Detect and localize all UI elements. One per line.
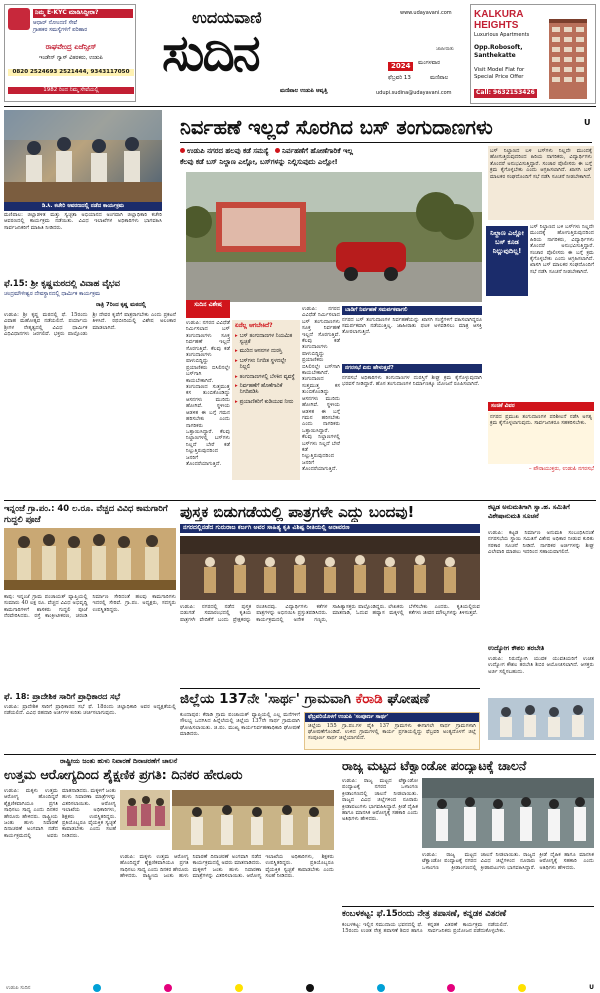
page-letter-badge: U — [584, 118, 591, 127]
ad-left-line2: ಗ್ರಾಹಕರ ಸಮಸ್ಯೆಗಳಿಗೆ ಪರಿಹಾರ — [33, 27, 88, 33]
footer-page-no: U — [589, 984, 594, 991]
lead-body-left: ಉಡುಪಿ: ನಗರದ ವಿವಿಧೆಡೆ ನಿರ್ಮಿಸಲಾದ ಬಸ್‌ ತಂಗುದಾಣಗಳು ಸೂಕ್ತ ನಿರ್ವಹಣೆ ಇಲ್ಲದೆ ಸೊರಗುತ್ತಿವೆ. ಕೆಲವು ಕಡೆ ತಂಗುದಾಣಗಳು ಪಾಳುಬಿದ್ದಿದ್ದು ಪ್ರಯಾಣಿಕರು ಬಿಸಿಲಿನಲ್ಲೇ ಬಸ್‌ಗಾಗಿ ಕಾಯಬೇಕಾಗಿದೆ. ತಂಗುದಾಣದ ಸುತ್ತಮುತ್ತ ಕಸ ತುಂಬಿಕೊಂಡಿದ್ದು ಆಸನಗಳು ಮುರಿದು ಹೋಗಿವೆ. ಸ್ಥಳೀಯ ಆಡಳಿತ ಈ ಬಗ್ಗೆ ಗಮನ ಹರಿಸಬೇಕು ಎಂದು ನಾಗರಿಕರು ಒತ್ತಾಯಿಸಿದ್ದಾರೆ. ಕೆಲವು ನಿಲ್ದಾಣಗಳಲ್ಲಿ ಬಸ್‌ಗಳು ನಿಲ್ಲದೆ ಬೇರೆ ಕಡೆ ನಿಲ್ಲುತ್ತಿರುವುದರಿಂದ ಜನರಿಗೆ ತೊಂದರೆಯಾಗುತ್ತಿದೆ. — [186, 320, 230, 467]
sidebox-bullet-icon: ▸ — [235, 382, 238, 389]
lead-right-body-2: ಬಸ್‌ ನಿಲ್ದಾಣದ ಬಳಿ ಬಸ್‌ಗಳು ನಿಲ್ಲದೇ ಮುಂದಕ್ಕೆ ಹೋಗುತ್ತಿರುವುದರಿಂದ ಹಿರಿಯ ನಾಗರಿಕರು, ವಿದ್ಯಾರ್ಥಿಗಳು ತೊಂದರೆ ಅನುಭವಿಸುತ್ತಿದ್ದಾರೆ. ಸಂಚಾರ ಪೊಲೀಸರು ಈ ಬಗ್ಗೆ ಕ್ರಮ ಕೈಗೊಳ್ಳಬೇಕು ಎಂದು ಆಗ್ರಹಿಸಲಾಗಿದೆ. ಖಾಸಗಿ ಬಸ್‌ ಮಾಲಕರ ಸಂಘದೊಂದಿಗೆ ಸಭೆ ನಡೆಸಿ ಸೂಚನೆ ನೀಡಬೇಕಾಗಿದೆ. — [530, 224, 594, 275]
right-item2-body: ಉಡುಪಿ: ನಿರುದ್ಯೋಗಿ ಯುವಕ ಯುವತಿಯರಿಗೆ ಉಚಿತ ಉದ್ಯೋಗ ಕೌಶಲ ತರಬೇತಿ ಶಿಬಿರ ಆಯೋಜಿಸಲಾಗಿದೆ. ಆಸಕ್ತರು ಅರ್ಜಿ ಸಲ್ಲಿಸಬಹುದು. — [488, 656, 594, 675]
bottom-left-body-2: ಉಡುಪಿ: ಮಕ್ಕಳು ಉತ್ತಮ ಆರೋಗ್ಯ ಹೊಂದಿದ್ದರೆ ಶೈಕ್ಷಣಿಕವಾಗಿಯೂ ಪ್ರಗತಿ ಸಾಧಿಸಲು ಸಾಧ್ಯ ಎಂದು ದಿನಕರ ಹೇರೂರು ಹೇಳಿದರು. ರಾಷ್ಟ್ರೀಯ ಜಂತು ಹುಳು ನಿವಾರಣೆ ದಿನಾಚರಣೆ ಅಂಗವಾಗಿ ನಡೆದ ಕಾರ್ಯಕ್ರಮದಲ್ಲಿ ಅವರು ಮಾತನಾಡಿದರು. ಮಕ್ಕಳಿಗೆ ಜಂತು ಹುಳು ನಿವಾರಣಾ ಮಾತ್ರೆಗಳನ್ನು ವಿತರಿಸಲಾಯಿತು. ಆರೋಗ್ಯ ಇಲಾಖೆಯ ಅಧಿಕಾರಿಗಳು, ಶಿಕ್ಷಕರು ಉಪಸ್ಥಿತರಿದ್ದರು. ಪ್ರತಿಯೊಬ್ಬರೂ ವೈಯಕ್ತಿಕ ಸ್ವಚ್ಛತೆ ಕಾಪಾಡಬೇಕು ಎಂದು ಸಲಹೆ ನೀಡಿದರು. — [120, 854, 334, 880]
reg-mark-5 — [377, 984, 385, 992]
village-headline-a: ಜಿಲ್ಲೆಯ 137ನೇ 'ಸಾರ್ಥ' ಗ್ರಾಮವಾಗಿ — [180, 691, 351, 707]
masthead-issue: ಮಣಿಪಾಲ — [430, 75, 449, 81]
mid-center-deck: ನಗರದಲ್ಲಿನಡೆದ ಗುರುರಾಜ ಕರ್ಜಗಿ ಅವರ ಸಾಹಿತ್ಯ ಕೃತಿ ವಿಶಿಷ್ಟ ರೀತಿಯಲ್ಲಿ ಅನಾವರಣ — [180, 524, 480, 533]
mid-left-photo — [4, 528, 176, 590]
sidebox-bullet-icon: ▸ — [235, 373, 238, 380]
lead-box-body: ನಗರದ ಬಸ್‌ ತಂಗುದಾಣಗಳ ನಿರ್ವಹಣೆಯನ್ನು ಖಾಸಗಿ ಸಂಸ್ಥೆಗಳಿಗೆ ವಹಿಸಲಾಗಿದ್ದರೂ ಸಮರ್ಪಕವಾಗಿ ನಡೆಯುತ್ತಿಲ್ಲ. ಜಾಹೀರಾತು ಫಲಕ ಅಳವಡಿಸಲು ಮಾತ್ರ ಆಸಕ್ತಿ ತೋರಲಾಗುತ್ತಿದೆ. — [342, 316, 482, 336]
masthead-year: 2024 — [388, 62, 413, 71]
village-rule — [180, 688, 480, 689]
mid-left-headline: ಇನ್ನಂಜೆ ಗ್ರಾ.ಪಂ.: 40 ಲ.ರೂ. ವೆಚ್ಚದ ವಿವಿಧ ಕಾಮಗಾರಿಗೆ ಗುದ್ದಲಿ ಪೂಜೆ — [4, 503, 168, 524]
lead-rule — [180, 142, 592, 143]
masthead — [140, 2, 468, 102]
deck-bullet-2 — [275, 148, 280, 153]
reg-mark-3 — [235, 984, 243, 992]
bottom-right-body: ಉಡುಪಿ: ರಾಜ್ಯ ಮಟ್ಟದ ಟೆಕ್ವಾಂಡೋ ಪಂದ್ಯಾಟಕ್ಕೆ ನಗರದ ಒಳಾಂಗಣ ಕ್ರೀಡಾಂಗಣದಲ್ಲಿ ಚಾಲನೆ ನೀಡಲಾಯಿತು. ರಾಜ್ಯದ ವಿವಿಧ ಜಿಲ್ಲೆಗಳಿಂದ ನೂರಾರು ಕ್ರೀಡಾಪಟುಗಳು ಭಾಗವಹಿಸಿದ್ದಾರೆ. ಕ್ರೀಡೆ ದೈಹಿಕ ಹಾಗೂ ಮಾನಸಿಕ ಆರೋಗ್ಯಕ್ಕೆ ಸಹಕಾರಿ ಎಂದು ಅತಿಥಿಗಳು ಹೇಳಿದರು. — [342, 778, 418, 823]
sidebox-bullet-icon: ▸ — [235, 357, 238, 364]
bottom-left-body: ಉಡುಪಿ: ಮಕ್ಕಳು ಉತ್ತಮ ಆರೋಗ್ಯ ಹೊಂದಿದ್ದರೆ ಶೈಕ್ಷಣಿಕವಾಗಿಯೂ ಪ್ರಗತಿ ಸಾಧಿಸಲು ಸಾಧ್ಯ ಎಂದು ದಿನಕರ ಹೇರೂರು ಹೇಳಿದರು. ರಾಷ್ಟ್ರೀಯ ಜಂತು ಹುಳು ನಿವಾರಣೆ ದಿನಾಚರಣೆ ಅಂಗವಾಗಿ ನಡೆದ ಕಾರ್ಯಕ್ರಮದಲ್ಲಿ ಅವರು ಮಾತನಾಡಿದರು. ಮಕ್ಕಳಿಗೆ ಜಂತು ಹುಳು ನಿವಾರಣಾ ಮಾತ್ರೆಗಳನ್ನು ವಿತರಿಸಲಾಯಿತು. ಆರೋಗ್ಯ ಇಲಾಖೆಯ ಅಧಿಕಾರಿಗಳು, ಶಿಕ್ಷಕರು ಉಪಸ್ಥಿತರಿದ್ದರು. ಪ್ರತಿಯೊಬ್ಬರೂ ವೈಯಕ್ತಿಕ ಸ್ವಚ್ಛತೆ ಕಾಪಾಡಬೇಕು ಎಂದು ಸಲಹೆ ನೀಡಿದರು. — [4, 788, 116, 839]
ad-left-line1: ಆಧಾರ್ ನೋಂದಣಿ ಸೇವೆ — [33, 20, 78, 26]
bottom-left-photo2 — [172, 790, 334, 850]
ad-left-since: 1982 ರಿಂದ ನಿಮ್ಮ ಸೇವೆಯಲ್ಲಿ — [8, 87, 134, 94]
village-headline-c: ಘೋಷಣೆ — [387, 691, 430, 707]
sidebox-item — [235, 348, 297, 354]
right-item2-title: ಉದ್ಯೋಗ ಕೌಶಲ ತರಬೇತಿ — [488, 644, 545, 652]
mid-rule — [4, 500, 596, 501]
lead-quote-body: ನಗರದ ಪ್ರಮುಖ ತಂಗುದಾಣಗಳ ಪರಿಶೀಲನೆ ನಡೆಸಿ ಅಗತ್ಯ ಕ್ರಮ ಕೈಗೊಳ್ಳಲಾಗುವುದು. ಸಾರ್ವಜನಿಕರೂ ಸಹಕರಿಸಬೇಕು. — [488, 412, 594, 464]
sidebox-item — [235, 399, 297, 405]
lead-sidebox — [232, 320, 300, 480]
lead-box — [342, 306, 482, 362]
lead-deck — [180, 147, 480, 156]
sidebox-bullet-icon: ▸ — [235, 332, 238, 339]
lead-box-title: ಬಾಡಿಗೆ ನಿರ್ವಹಣೆ ಸಮರ್ಪಕವಾಗಲಿ — [342, 306, 482, 315]
masthead-tagline: ಮಣಿಪಾಲ ಉಡುಪಿ ಆವೃತ್ತಿ — [280, 88, 328, 94]
ad-left-title: ನಿಮ್ಮ E-KYC ಮಾಡಿಸಿದ್ದೀರಾ? — [33, 9, 133, 18]
lead-pullquote: ನಿಲ್ದಾಣ ಎಲ್ಲೋ ಬಸ್‌ ಕೂಡ ನಿಲ್ಲುವುದಿಲ್ಲ! — [486, 226, 528, 296]
masthead-title: ಸುದಿನ — [162, 24, 259, 82]
masthead-email[interactable]: udupi.sudina@udayavani.com — [376, 90, 452, 96]
sidebox-item — [235, 333, 297, 346]
building-image — [543, 13, 593, 99]
reg-mark-7 — [518, 984, 526, 992]
lead-deck-3: ಕೆಲವು ಕಡೆ ಬಸ್‌ ನಿಲ್ದಾಣ ಎಲ್ಲೋ, ಬಸ್‌ಗಳನ್ನು ನಿಲ್ಲಿಸುವುದು ಎಲ್ಲೋ! — [180, 158, 338, 166]
reg-mark-4 — [306, 984, 314, 992]
sidebox-list — [235, 333, 297, 406]
sidebox-item-text: ಬಸ್‌ ತಂಗುದಾಣಗಳ ನಿಯಮಿತ ಸ್ವಚ್ಛತೆ — [239, 332, 293, 345]
bottom-left-kicker: ರಾಷ್ಟ್ರೀಯ ಜಂತು ಹುಳು ನಿವಾರಣೆ ದಿನಾಚರಣೆಗೆ ಚಾಲನೆ — [60, 757, 178, 765]
masthead-date: ಫೆಬ್ರವರಿ 13 — [388, 75, 411, 81]
mid-center-photo — [180, 536, 480, 600]
lead-label: ಸುದಿನ ವಿಶೇಷ — [186, 300, 230, 318]
left-photo — [4, 110, 162, 202]
footer-bar — [0, 982, 600, 993]
masthead-paper: ಉದಯವಾಣಿ — [192, 8, 262, 27]
sidebox-item-text: ಪ್ರಯಾಣಿಕರಿಗೆ ಕುಡಿಯುವ ನೀರು — [239, 398, 294, 405]
mid-left-story2-title: ಫೆ. 18: ಪ್ರಾದೇಶಿಕ ಸಾರಿಗೆ ಪ್ರಾಧಿಕಾರದ ಸಭೆ — [4, 692, 121, 701]
sidebox-item-text: ಮುರಿದ ಆಸನಗಳ ದುರಸ್ತಿ — [239, 348, 283, 355]
bottom-left-headline: ಉತ್ತಮ ಆರೋಗ್ಯದಿಂದ ಶೈಕ್ಷಣಿಕ ಪ್ರಗತಿ: ದಿನಕರ ಹೇರೂರು — [4, 768, 243, 783]
sidebox-item — [235, 358, 297, 371]
sidebox-item-text: ತಂಗುದಾಣಗಳಲ್ಲಿ ಬೆಳಕಿನ ವ್ಯವಸ್ಥೆ — [239, 373, 295, 380]
ad-right-cta1: Visit Model Flat for — [474, 67, 525, 73]
sidebox-item — [235, 374, 297, 380]
bottom-rule — [4, 754, 596, 755]
bottom-right-sub-headline: ಕಂಬಳಕಟ್ಟ: ಫೆ.15ರಂದು ನೇತ್ರ ತಪಾಸಣೆ, ಕನ್ನಡಕ ವಿತರಣೆ — [342, 909, 507, 919]
ad-right-brand: KALKURA — [474, 9, 524, 20]
left-story2-body: ಉಡುಪಿ: ಶ್ರೀ ಕೃಷ್ಣ ಮಠದಲ್ಲಿ ಫೆ. 15ರಂದು ವಿವಾಹ ಮಹೋತ್ಸವ ನಡೆಯಲಿದೆ. ಪರ್ಯಾಯ ಶ್ರೀಗಳ ನೇತೃತ್ವದಲ್ಲಿ ವಿವಿಧ ಧಾರ್ಮಿಕ ವಿಧಿವಿಧಾನಗಳು ಜರಗಲಿವೆ. ಭಕ್ತರು ಪಾಲ್ಗೊಂಡು ಶ್ರೀ ದೇವರ ಕೃಪೆಗೆ ಪಾತ್ರರಾಗಬೇಕು ಎಂದು ಪ್ರಕಟನೆ ತಿಳಿಸಿದೆ. ರಥಬೀದಿಯಲ್ಲಿ ವಿಶೇಷ ಅಲಂಕಾರ ಮಾಡಲಾಗಿದೆ. — [4, 312, 176, 338]
lead-right-body: ಬಸ್‌ ನಿಲ್ದಾಣದ ಬಳಿ ಬಸ್‌ಗಳು ನಿಲ್ಲದೇ ಮುಂದಕ್ಕೆ ಹೋಗುತ್ತಿರುವುದರಿಂದ ಹಿರಿಯ ನಾಗರಿಕರು, ವಿದ್ಯಾರ್ಥಿಗಳು ತೊಂದರೆ ಅನುಭವಿಸುತ್ತಿದ್ದಾರೆ. ಸಂಚಾರ ಪೊಲೀಸರು ಈ ಬಗ್ಗೆ ಕ್ರಮ ಕೈಗೊಳ್ಳಬೇಕು ಎಂದು ಆಗ್ರಹಿಸಲಾಗಿದೆ. ಖಾಸಗಿ ಬಸ್‌ ಮಾಲಕರ ಸಂಘದೊಂದಿಗೆ ಸಭೆ ನಡೆಸಿ ಸೂಚನೆ ನೀಡಬೇಕಾಗಿದೆ. — [488, 146, 594, 220]
bottom-right-sub-body: ಕಂಬಳಕಟ್ಟ: ಇಲ್ಲಿನ ಸಮುದಾಯ ಭವನದಲ್ಲಿ ಫೆ. 15ರಂದು ಉಚಿತ ನೇತ್ರ ತಪಾಸಣೆ ಶಿಬಿರ ಹಾಗೂ ಕನ್ನಡಕ ವಿತರಣೆ ಕಾರ್ಯಕ್ರಮ ನಡೆಯಲಿದೆ. ಸಾರ್ವಜನಿಕರು ಪ್ರಯೋಜನ ಪಡೆದುಕೊಳ್ಳಬೇಕು. — [342, 922, 509, 935]
ad-right[interactable] — [470, 4, 596, 104]
lead-photo — [186, 172, 482, 302]
lead-deck-1: ಉಡುಪಿ ನಗರದ ಹಲವು ಕಡೆ ಸಮಸ್ಯೆ — [187, 147, 269, 155]
lead-author-note: ಸಂಚಿಕೆ ವಿವರ — [488, 402, 594, 411]
right-item1-title: ಕಟ್ಟಡ ಅನುಮತಿಗಾಗಿ ಸ್ವಾ.ಹ. ಸಮಿತಿಗೆ ವಿಶೇಷಾನುಮತಿ ಸೂಚನೆ — [488, 503, 570, 520]
right-item2-photo — [488, 698, 594, 740]
village-box-title: ಫೆಬ್ರವರಿಯೊಳಗೆ ಉಡುಪಿ 'ಸಂಪೂರ್ಣ ಸಾರ್ಥ' — [305, 713, 479, 722]
footer-edition: ಉಡುಪಿ ಸುದಿನ — [6, 984, 31, 991]
mid-center-body: ಉಡುಪಿ: ನಗರದಲ್ಲಿ ನಡೆದ ಪುಸ್ತಕ ಬಿಡುಗಡೆ ಸಮಾರಂಭದಲ್ಲಿ ಕೃತಿಯ ಪಾತ್ರಗಳೇ ವೇದಿಕೆಗೆ ಬಂದು ಪ್ರೇಕ್ಷಕರನ್ನು ರಂಜಿಸಿದವು. ವಿದ್ಯಾರ್ಥಿಗಳು ಕತೆಗಳ ಪಾತ್ರಗಳನ್ನು ಅಭಿನಯಿಸಿ ಪ್ರಸ್ತುತಪಡಿಸಿದರು. ಕಾರ್ಯಕ್ರಮದಲ್ಲಿ ಅನೇಕ ಗಣ್ಯರು, ಸಾಹಿತ್ಯಾಸಕ್ತರು ಪಾಲ್ಗೊಂಡಿದ್ದರು. ಲೇಖಕರು ಮಾತನಾಡಿ, ಓದುವ ಹವ್ಯಾಸ ಮಕ್ಕಳಲ್ಲಿ ಬೆಳೆಸಬೇಕು ಎಂದರು. ಕೃತಿಯಲ್ಲಿರುವ ಕತೆಗಳು ಜೀವನ ಮೌಲ್ಯಗಳನ್ನು ತಿಳಿಸುತ್ತವೆ. — [180, 604, 480, 623]
bottom-right-body-2: ಉಡುಪಿ: ರಾಜ್ಯ ಮಟ್ಟದ ಟೆಕ್ವಾಂಡೋ ಪಂದ್ಯಾಟಕ್ಕೆ ನಗರದ ಒಳಾಂಗಣ ಕ್ರೀಡಾಂಗಣದಲ್ಲಿ ಚಾಲನೆ ನೀಡಲಾಯಿತು. ರಾಜ್ಯದ ವಿವಿಧ ಜಿಲ್ಲೆಗಳಿಂದ ನೂರಾರು ಕ್ರೀಡಾಪಟುಗಳು ಭಾಗವಹಿಸಿದ್ದಾರೆ. ಕ್ರೀಡೆ ದೈಹಿಕ ಹಾಗೂ ಮಾನಸಿಕ ಆರೋಗ್ಯಕ್ಕೆ ಸಹಕಾರಿ ಎಂದು ಅತಿಥಿಗಳು ಹೇಳಿದರು. — [422, 852, 594, 871]
village-headline-b: ಕೆರಾಡಿ — [355, 691, 383, 707]
ad-left[interactable] — [4, 4, 136, 102]
lead-deck-2: ನಿರ್ವಹಣೆಗೆ ಹೋಣೆಗಾರಿಕೆ ಇಲ್ಲ — [282, 147, 353, 155]
left-intro: ಮಣಿಪಾಲ: ಜಿಲ್ಲಾಡಳಿತ ಮತ್ತು ಸ್ವಚ್ಛತಾ ಅಭಿಯಾನದ ಅಂಗವಾಗಿ ಜಿಲ್ಲಾಧಿಕಾರಿ ಕಚೇರಿ ಆವರಣದಲ್ಲಿ ಕಾರ್ಯಕ್ರಮ ನಡೆಯಿತು. ವಿವಿಧ ಇಲಾಖೆಗಳ ಅಧಿಕಾರಿಗಳು ಭಾಗವಹಿಸಿ ಸಾರ್ವಜನಿಕರಿಗೆ ಮಾಹಿತಿ ನೀಡಿದರು. — [4, 212, 162, 231]
ad-right-loc1: Opp.Robosoft, — [474, 44, 523, 51]
left-story2-inner: ರಾತ್ರಿ 7ರಿಂದ ಕೃಷ್ಣ ಮಠದಲ್ಲಿ — [96, 302, 146, 308]
village-box — [304, 712, 480, 750]
lead-box2 — [342, 364, 482, 482]
lead-headline: ನಿರ್ವಹಣೆ ಇಲ್ಲದೆ ಸೊರಗಿದ ಬಸ್‌ ತಂಗುದಾಣಗಳು — [180, 116, 493, 139]
lead-box2-title: ನಗರಸಭೆ ಏನು ಹೇಳುತ್ತದೆ? — [342, 364, 482, 373]
lead-quote-by: – ಪೌರಾಯುಕ್ತರು, ಉಡುಪಿ ನಗರಸಭೆ — [528, 466, 594, 472]
sidebox-bullet-icon: ▸ — [235, 398, 238, 405]
ad-right-brand2: HEIGHTS — [474, 20, 519, 31]
mid-left-body: ಕಾಪು: ಇನ್ನಂಜೆ ಗ್ರಾಮ ಪಂಚಾಯತ್‌ ವ್ಯಾಪ್ತಿಯಲ್ಲಿ ಸುಮಾರು 40 ಲಕ್ಷ ರೂ. ವೆಚ್ಚದ ವಿವಿಧ ಅಭಿವೃದ್ಧಿ ಕಾಮಗಾರಿಗಳಿಗೆ ಶಾಸಕರು ಗುದ್ದಲಿ ಪೂಜೆ ನೆರವೇರಿಸಿದರು. ರಸ್ತೆ ಕಾಂಕ್ರೀಟೀಕರಣ, ಚರಂಡಿ ನಿರ್ಮಾಣ ಸೇರಿದಂತೆ ಹಲವು ಕಾಮಗಾರಿಗಳು ಇದರಲ್ಲಿ ಸೇರಿವೆ. ಗ್ರಾ.ಪಂ. ಅಧ್ಯಕ್ಷರು, ಸದಸ್ಯರು ಉಪಸ್ಥಿತರಿದ್ದರು. — [4, 594, 176, 620]
bottom-right-photo — [422, 778, 594, 848]
left-photo-caption: ಡಿ.ಸಿ. ಕಚೇರಿ ಆವರಣದಲ್ಲಿ ನಡೆದ ಕಾರ್ಯಕ್ರಮ — [4, 202, 162, 211]
village-headline — [180, 690, 480, 708]
ad-right-cta2: Special Price Offer — [474, 74, 524, 80]
top-rule — [4, 106, 596, 107]
masthead-day: ಮಂಗಳವಾರ — [418, 60, 441, 66]
ad-left-addr: ಇಂಡೇನ್ ಗ್ಯಾಸ್ ವಿತರಕರು, ಉಡುಪಿ — [39, 55, 103, 61]
sidebox-item-text: ಬಸ್‌ಗಳು ನಿಗದಿತ ಸ್ಥಳದಲ್ಲೇ ನಿಲ್ಲಲಿ — [239, 357, 287, 371]
deck-bullet-1 — [180, 148, 185, 153]
ad-left-name: ರಾಘವೇಂದ್ರ ಏಜೆನ್ಸೀಸ್ — [45, 43, 97, 51]
mid-left-story2-body: ಉಡುಪಿ: ಪ್ರಾದೇಶಿಕ ಸಾರಿಗೆ ಪ್ರಾಧಿಕಾರದ ಸಭೆ ಫೆ. 18ರಂದು ಜಿಲ್ಲಾಧಿಕಾರಿ ಅವರ ಅಧ್ಯಕ್ಷತೆಯಲ್ಲಿ ನಡೆಯಲಿದೆ. ವಿವಿಧ ರಹದಾರಿ ಅರ್ಜಿಗಳ ಕುರಿತು ಚರ್ಚಿಸಲಾಗುವುದು. — [4, 704, 176, 717]
masthead-ad-badge: ಜಾಹೀರಾತು — [436, 47, 454, 52]
mid-center-headline: ಪುಸ್ತಕ ಬಿಡುಗಡೆಯಲ್ಲಿ ಪಾತ್ರಗಳೇ ಎದ್ದು ಬಂದವು! — [180, 503, 415, 521]
masthead-website[interactable]: www.udayavani.com — [400, 10, 452, 16]
lead-box2-body: ನಗರಸಭೆ ಅಧಿಕಾರಿಗಳು ತಂಗುದಾಣಗಳ ದುರಸ್ತಿಗೆ ಶೀಘ್ರ ಕ್ರಮ ಕೈಗೊಳ್ಳುವುದಾಗಿ ಭರವಸೆ ನೀಡಿದ್ದಾರೆ. ಹೊಸ ತಂಗುದಾಣಗಳ ನಿರ್ಮಾಣಕ್ಕೂ ಯೋಜನೆ ರೂಪಿಸಲಾಗಿದೆ. — [342, 374, 482, 387]
ad-left-logo — [8, 8, 30, 30]
sidebox-bullet-icon: ▸ — [235, 348, 238, 355]
left-story2-title: ಫೆ.15: ಶ್ರೀ ಕೃಷ್ಣಮಠದಲ್ಲಿ ವಿವಾಹ ವೈಭವ — [4, 278, 120, 288]
sidebox-item — [235, 383, 297, 396]
reg-mark-1 — [93, 984, 101, 992]
bottom-left-photo1 — [120, 790, 170, 830]
left-story2-sub: ಚಂದ್ರಮೌಳೀಶ್ವರ ದೇವಸ್ಥಾನದಲ್ಲಿ ಧಾರ್ಮಿಕ ಕಾರ್ಯಕ್ರಮ — [4, 291, 101, 297]
ad-right-sub: Luxurious Apartments — [474, 32, 530, 38]
sidebox-title: ಏನೆಲ್ಲ ಆಗಬೇಕಿದೆ? — [235, 322, 273, 329]
reg-mark-6 — [447, 984, 455, 992]
bottom-right-headline: ರಾಜ್ಯ ಮಟ್ಟದ ಟೆಕ್ವಾಂಡೋ ಪಂದ್ಯಾಟಕ್ಕೆ ಚಾಲನೆ — [342, 758, 527, 773]
ad-right-phone: Call: 9632153426 — [476, 89, 535, 96]
village-box-body: ಜಿಲ್ಲೆಯ 155 ಗ್ರಾ.ಪಂ.ಗಳ ಪೈಕಿ 137 ಗ್ರಾಮಗಳು ಈಗಾಗಲೇ ಸಾರ್ಥ ಗ್ರಾಮಗಳಾಗಿ ಘೋಷಣೆಗೊಂಡಿವೆ. ಉಳಿದ ಗ್ರಾಮಗಳಲ್ಲಿ ಕಾರ್ಯ ಪ್ರಗತಿಯಲ್ಲಿದ್ದು ಫೆಬ್ರವರಿ ಅಂತ್ಯದೊಳಗೆ ಜಿಲ್ಲೆ ಸಂಪೂರ್ಣ ಸಾರ್ಥ ಜಿಲ್ಲೆಯಾಗಲಿದೆ. — [308, 722, 476, 742]
ad-left-phone: 0820 2524693 2521444, 9343117050 — [8, 69, 134, 76]
lead-body: ಉಡುಪಿ: ನಗರದ ವಿವಿಧೆಡೆ ನಿರ್ಮಿಸಲಾದ ಬಸ್‌ ತಂಗುದಾಣಗಳು ಸೂಕ್ತ ನಿರ್ವಹಣೆ ಇಲ್ಲದೆ ಸೊರಗುತ್ತಿವೆ. ಕೆಲವು ಕಡೆ ತಂಗುದಾಣಗಳು ಪಾಳುಬಿದ್ದಿದ್ದು ಪ್ರಯಾಣಿಕರು ಬಿಸಿಲಿನಲ್ಲೇ ಬಸ್‌ಗಾಗಿ ಕಾಯಬೇಕಾಗಿದೆ. ತಂಗುದಾಣದ ಸುತ್ತಮುತ್ತ ಕಸ ತುಂಬಿಕೊಂಡಿದ್ದು ಆಸನಗಳು ಮುರಿದು ಹೋಗಿವೆ. ಸ್ಥಳೀಯ ಆಡಳಿತ ಈ ಬಗ್ಗೆ ಗಮನ ಹರಿಸಬೇಕು ಎಂದು ನಾಗರಿಕರು ಒತ್ತಾಯಿಸಿದ್ದಾರೆ. ಕೆಲವು ನಿಲ್ದಾಣಗಳಲ್ಲಿ ಬಸ್‌ಗಳು ನಿಲ್ಲದೆ ಬೇರೆ ಕಡೆ ನಿಲ್ಲುತ್ತಿರುವುದರಿಂದ ಜನರಿಗೆ ತೊಂದರೆಯಾಗುತ್ತಿದೆ. — [302, 306, 340, 473]
ad-right-loc2: Santhekatte — [474, 52, 516, 59]
bottom-right-rule — [342, 906, 594, 907]
reg-mark-2 — [164, 984, 172, 992]
village-body: ಕುಂದಾಪುರ: ಕೆರಾಡಿ ಗ್ರಾಮ ಪಂಚಾಯತ್‌ ವ್ಯಾಪ್ತಿಯಲ್ಲಿ ಎಲ್ಲ ಮನೆಗಳಿಗೆ ಸೌಲಭ್ಯ ಒದಗಿಸಿದ ಹಿನ್ನೆಲೆಯಲ್ಲಿ ಜಿಲ್ಲೆಯ 137ನೇ ಸಾರ್ಥ ಗ್ರಾಮವಾಗಿ ಘೋಷಿಸಲಾಯಿತು. ಜಿ.ಪಂ. ಮುಖ್ಯ ಕಾರ್ಯನಿರ್ವಹಣಾಧಿಕಾರಿ ಘೋಷಣೆ ಮಾಡಿದರು. — [180, 712, 300, 738]
sidebox-item-text: ನಿರ್ವಹಣೆಗೆ ಹೊಣೆಗಾರಿಕೆ ನಿಗದಿಪಡಿಸಿ — [239, 382, 283, 396]
right-item1-body: ಉಡುಪಿ: ಕಟ್ಟಡ ನಿರ್ಮಾಣ ಅನುಮತಿ ಸಂಬಂಧಿಸಿದಂತೆ ನಗರಸಭೆಯ ಸ್ಥಾಯಿ ಸಮಿತಿಗೆ ವಿಶೇಷ ಅಧಿಕಾರ ನೀಡುವ ಕುರಿತು ಸರಕಾರ ಸೂಚನೆ ನೀಡಿದೆ. ನಾಗರಿಕರ ಅರ್ಜಿಗಳನ್ನು ಶೀಘ್ರ ವಿಲೇವಾರಿ ಮಾಡಲು ಇದರಿಂದ ಸಹಾಯವಾಗಲಿದೆ. — [488, 530, 594, 556]
